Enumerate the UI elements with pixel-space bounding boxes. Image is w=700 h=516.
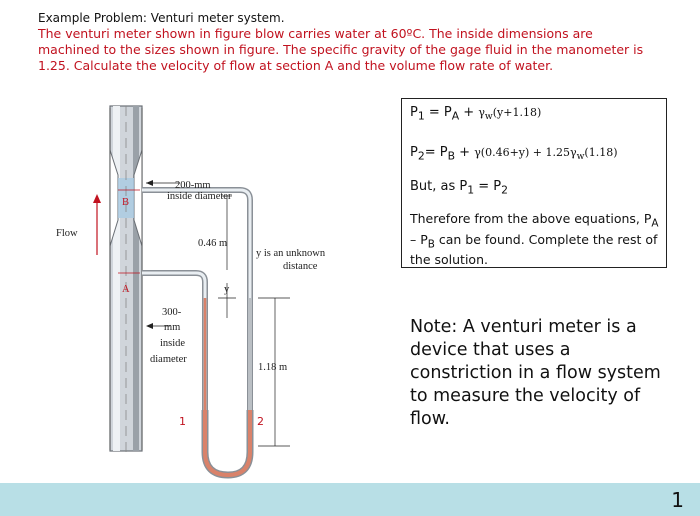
footer-bar <box>0 483 700 516</box>
venturi-note: Note: A venturi meter is a device that uses a constriction in a flow system to measure the velocity of flow. <box>410 317 661 429</box>
equation-2: $P_2= P_B + \gamma(0.46+y) + 1.25\gamma_w(1.18)$ <box>410 145 618 163</box>
y-note-2: distance <box>283 261 318 272</box>
section-a-label: A <box>122 284 130 295</box>
dim-118-label: 1.18 m <box>258 362 288 373</box>
bottom-diameter-1: 300- <box>162 307 182 318</box>
section-b-label: B <box>122 197 130 208</box>
bottom-diameter-3: inside <box>160 338 186 349</box>
problem-heading: Example Problem: Venturi meter system. <box>38 11 285 25</box>
problem-text: The venturi meter shown in figure blow carries water at 60ºC. The inside dimensions are machined to the sizes shown in figure. The specific gravity of the gage fluid in the manometer is 1.25. Calculate the velocity of flow at section A and the volume flow rate of water. <box>38 26 644 73</box>
top-diameter-label-2: inside diameter <box>167 191 232 202</box>
point-2-label: 2 <box>257 415 264 428</box>
y-label: y <box>224 284 230 295</box>
equation-1: $P_1 = P_A + \gamma_w(y+1.18)$ <box>410 105 542 123</box>
flow-label: Flow <box>56 228 78 239</box>
bottom-diameter-2: mm <box>164 322 181 333</box>
equation-3: But, as $P_1 = P_2$ <box>410 179 509 197</box>
page-number: 1 <box>671 488 684 512</box>
dim-046-label: 0.46 m <box>198 238 228 249</box>
point-1-label: 1 <box>179 415 186 428</box>
top-diameter-label-1: 200-mm <box>175 180 211 191</box>
bottom-diameter-4: diameter <box>150 354 187 365</box>
equation-4: Therefore from the above equations, $P_A - P_B$ can be found. Complete the rest of the solution. <box>410 211 659 267</box>
equations-box <box>401 98 667 268</box>
y-note-1: y is an unknown <box>256 248 326 259</box>
